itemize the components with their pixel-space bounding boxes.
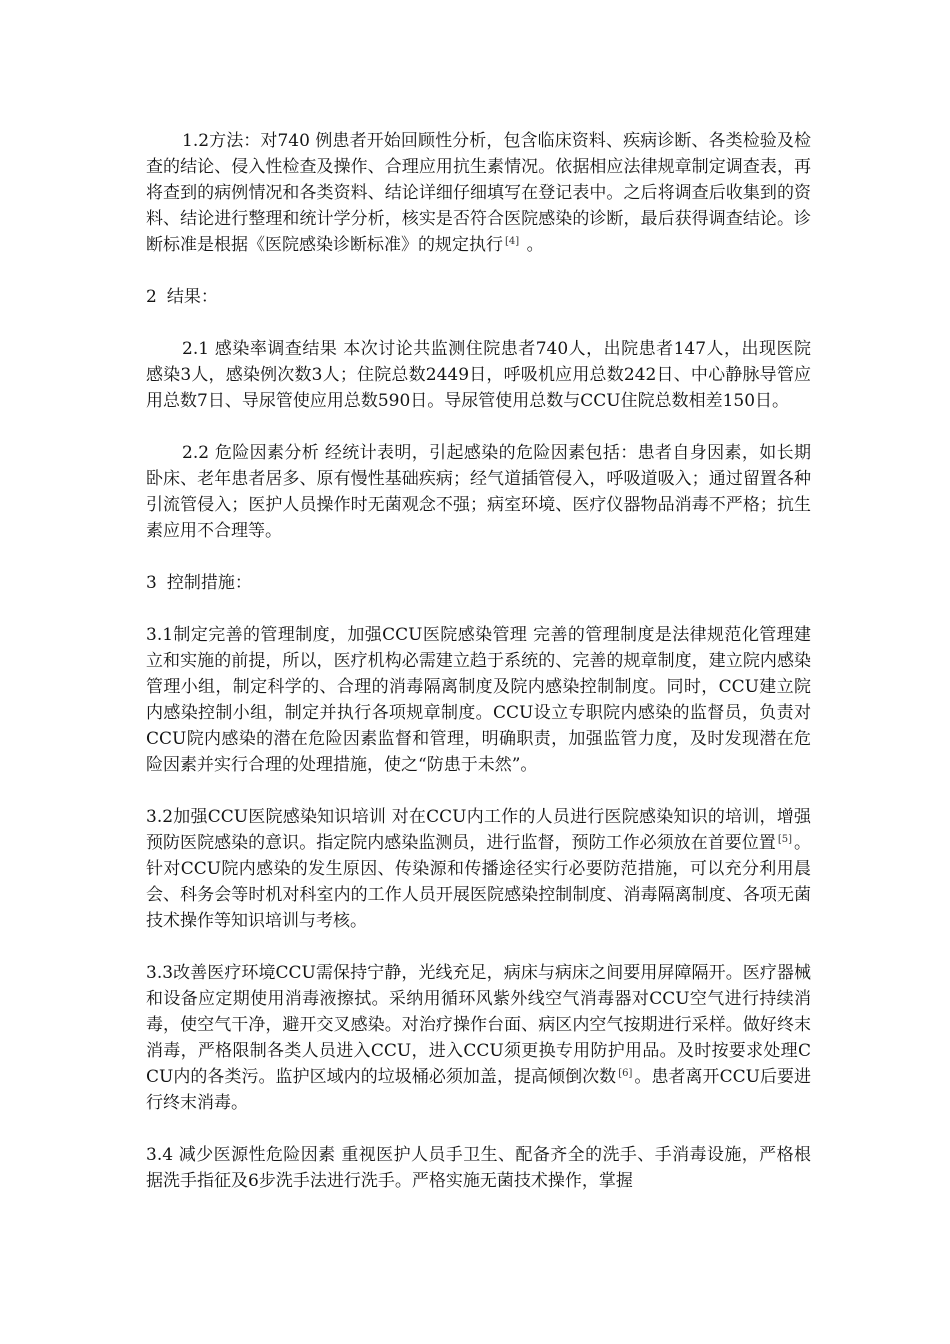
paragraph-infection-rate: 2.1 感染率调查结果 本次讨论共监测住院患者740人，出院患者147人，出现医院感染3人，感染例次数3人；住院总数2449日，呼吸机应用总数242日、中心静脉导管应用总数7日、导尿管使应用总数590日。导尿管使用总数与CCU住院总数相差150日。 <box>146 339 811 411</box>
section-number: 2 <box>146 287 157 307</box>
paragraph-methods <box>146 128 811 258</box>
section-heading-results <box>146 284 811 310</box>
paragraph-methods-text: 1.2方法：对740 例患者开始回顾性分析，包含临床资料、疾病诊断、各类检验及检查的结论、侵入性检查及操作、合理应用抗生素情况。依据相应法律规章制定调查表，再将查到的病例情况和各类资料、结论详细仔细填写在登记表中。之后将调查后收集到的资料、结论进行整理和统计学分析，核实是否符合医院感染的诊断，最后获得调查结论。诊断标准是根据《医院感染诊断标准》的规定执行 <box>146 131 811 255</box>
paragraph-management-system: 3.1制定完善的管理制度，加强CCU医院感染管理 完善的管理制度是法律规范化管理建立和实施的前提，所以，医疗机构必需建立趋于系统的、完善的规章制度，建立院内感染管理小组，制定科学的、合理的消毒隔离制度及院内感染控制制度。同时，CCU建立院内感染控制小组，制定并执行各项规章制度。CCU设立专职院内感染的监督员，负责对CCU院内感染的潜在危险因素监督和管理，明确职责，加强监管力度，及时发现潜在危险因素并实行合理的处理措施，使之“防患于未然”。 <box>146 625 811 775</box>
paragraph-risk-factors: 2.2 危险因素分析 经统计表明，引起感染的危险因素包括：患者自身因素，如长期卧床、老年患者居多、原有慢性基础疾病；经气道插管侵入，呼吸道吸入；通过留置各种引流管侵入；医护人员操作时无菌观念不强；病室环境、医疗仪器物品消毒不严格；抗生素应用不合理等。 <box>146 443 811 541</box>
paragraph-training-tail: 。针对CCU院内感染的发生原因、传染源和传播途径实行必要防范措施，可以充分利用晨会、科务会等时机对科室内的工作人员开展医院感染控制制度、消毒隔离制度、各项无菌技术操作等知识培训与考核。 <box>146 833 812 931</box>
section-number: 3 <box>146 573 157 593</box>
paragraph-training-text: 3.2加强CCU医院感染知识培训 对在CCU内工作的人员进行医院感染知识的培训，增强预防医院感染的意识。指定院内感染监测员，进行监督，预防工作必须放在首要位置 <box>146 807 811 853</box>
paragraph-environment <box>146 960 811 1116</box>
citation-5: [5] <box>777 834 792 845</box>
citation-4: [4] <box>505 236 520 247</box>
paragraph-environment-tail: 。患者离开CCU后要进行终末消毒。 <box>146 1067 812 1113</box>
paragraph-iatrogenic-risk: 3.4 减少医源性危险因素 重视医护人员手卫生、配备齐全的洗手、手消毒设施，严格根据洗手指征及6步洗手法进行洗手。严格实施无菌技术操作，掌握 <box>146 1145 811 1191</box>
paragraph-environment-text: 3.3改善医疗环境CCU需保持宁静，光线充足，病床与病床之间要用屏障隔开。医疗器械和设备应定期使用消毒液擦拭。采纳用循环风紫外线空气消毒器对CCU空气进行持续消毒，使空气干净，避开交叉感染。对治疗操作台面、病区内空气按期进行采样。做好终末消毒，严格限制各类人员进入CCU，进入CCU须更换专用防护用品。及时按要求处理CCU内的各类污。监护区域内的垃圾桶必须加盖，提高倾倒次数 <box>146 963 811 1087</box>
section-title: 结果： <box>166 287 218 307</box>
section-title: 控制措施： <box>166 573 252 593</box>
paragraph-knowledge-training <box>146 804 811 934</box>
document-page <box>146 128 811 1194</box>
paragraph-methods-tail: 。 <box>521 235 544 255</box>
section-heading-control <box>146 570 811 596</box>
citation-6: [6] <box>618 1068 633 1079</box>
